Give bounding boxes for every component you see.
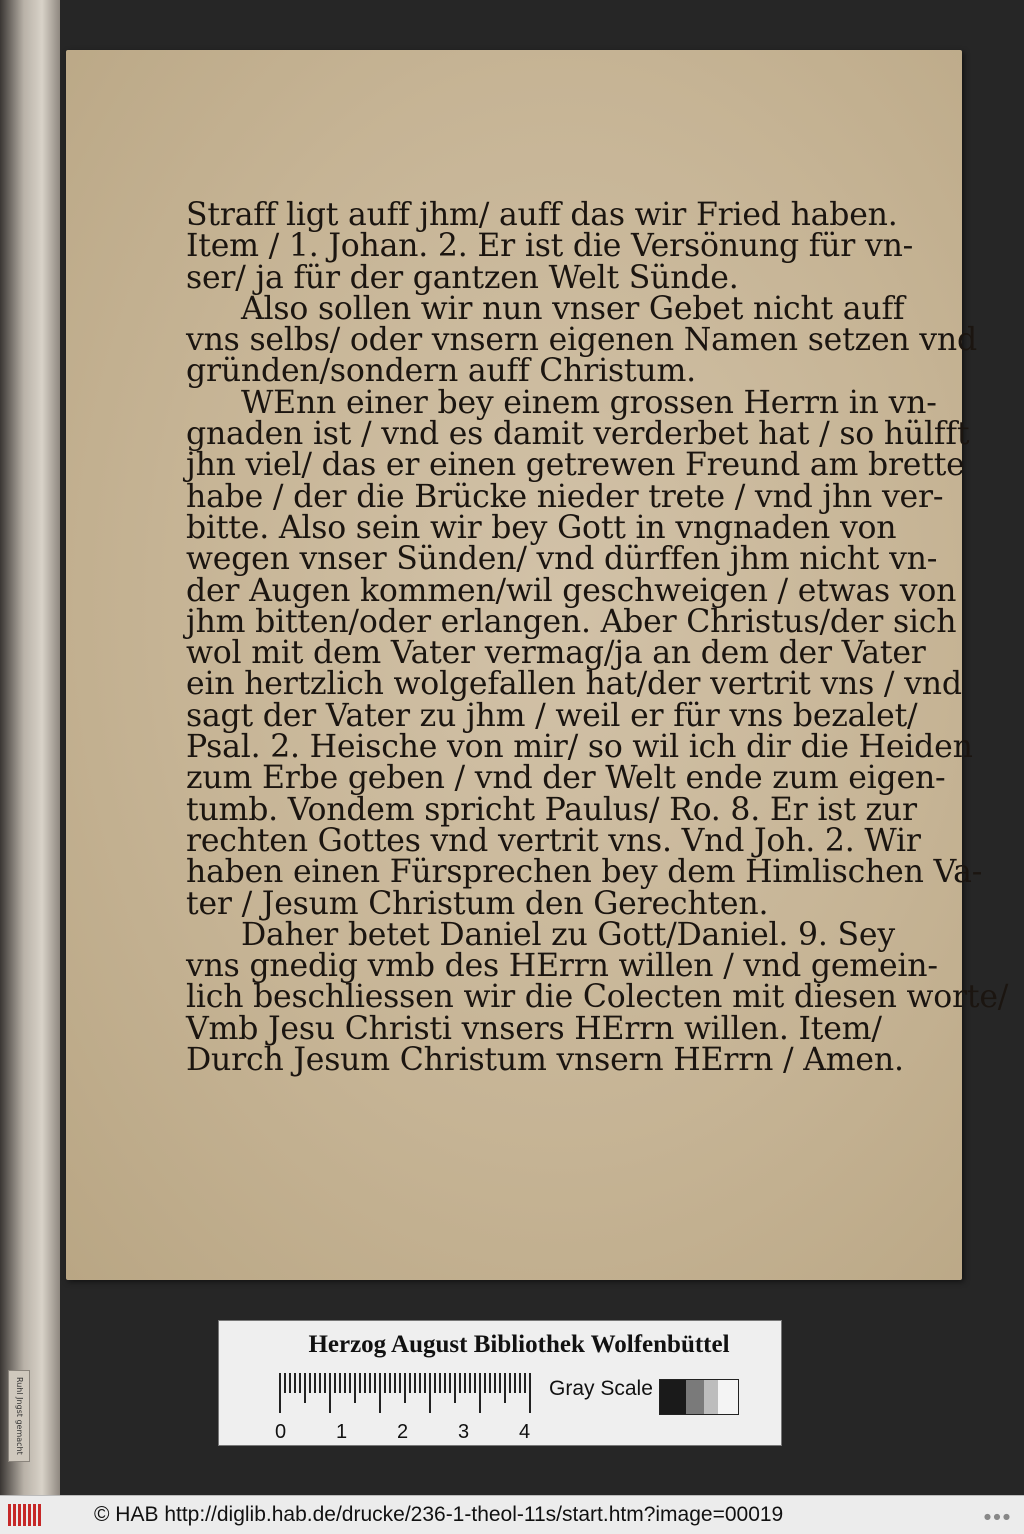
ruler-tick	[484, 1373, 486, 1393]
text-line: Item / 1. Johan. 2. Er ist die Versönung für vn-	[186, 228, 914, 265]
ruler-tick	[384, 1373, 386, 1393]
text-line: Psal. 2. Heische von mir/ so wil ich dir die Heiden	[186, 729, 973, 766]
ruler-tick	[454, 1373, 456, 1403]
text-line: Vmb Jesu Christi vnsers HErrn willen. Item/	[186, 1010, 882, 1047]
page-text	[186, 197, 1009, 1079]
ruler-tick	[329, 1373, 331, 1413]
ruler-tick	[449, 1373, 451, 1393]
gray-swatch	[718, 1380, 738, 1414]
ruler-tick	[419, 1373, 421, 1393]
text-line: WEnn einer bey einem grossen Herrn in vn-	[241, 384, 937, 421]
ruler-tick	[439, 1373, 441, 1393]
color-calibration-bar	[218, 1320, 782, 1446]
hab-logo-icon	[8, 1504, 42, 1526]
spine-label: Ruhl Jngst gemacht	[8, 1370, 30, 1462]
ruler-tick	[404, 1373, 406, 1403]
text-line: vns gnedig vmb des HErrn willen / vnd gemein-	[186, 948, 938, 985]
ruler-tick	[284, 1373, 286, 1393]
ruler-tick	[374, 1373, 376, 1393]
text-line: habe / der die Brücke nieder trete / vnd jhn ver-	[186, 478, 944, 515]
ruler-tick	[369, 1373, 371, 1393]
ruler-tick	[334, 1373, 336, 1393]
text-line: tumb. Vondem spricht Paulus/ Ro. 8. Er ist zur	[186, 791, 917, 828]
ruler-tick	[324, 1373, 326, 1393]
ruler-tick	[364, 1373, 366, 1393]
text-line: vns selbs/ oder vnsern eigenen Namen setzen vnd	[186, 322, 977, 359]
gray-swatch	[704, 1380, 718, 1414]
text-line: sagt der Vater zu jhm / weil er für vns bezalet/	[186, 697, 918, 734]
ruler-tick	[464, 1373, 466, 1393]
text-line: zum Erbe geben / vnd der Welt ende zum eigen-	[186, 760, 946, 797]
text-line: haben einen Fürsprechen bey dem Himlischen Va-	[186, 854, 983, 891]
ruler-tick	[429, 1373, 431, 1413]
ruler-number: 2	[397, 1421, 409, 1443]
text-line: ein hertzlich wolgefallen hat/der vertrit vns / vnd	[186, 666, 962, 703]
ruler-tick	[379, 1373, 381, 1413]
text-line: jhm bitten/oder erlangen. Aber Christus/der sich	[186, 603, 957, 640]
ruler-tick	[414, 1373, 416, 1393]
library-name: Herzog August Bibliothek Wolfenbüttel	[308, 1331, 730, 1358]
ruler-tick	[359, 1373, 361, 1393]
text-line: Straff ligt auff jhm/ auff das wir Fried haben.	[186, 197, 898, 233]
ruler-tick	[339, 1373, 341, 1393]
ruler-tick	[289, 1373, 291, 1393]
ruler-tick	[394, 1373, 396, 1393]
gray-scale-swatches	[659, 1379, 739, 1415]
ruler-tick	[504, 1373, 506, 1403]
ruler-tick	[319, 1373, 321, 1393]
ruler-tick	[299, 1373, 301, 1393]
cm-ruler	[275, 1373, 539, 1443]
text-line: Durch Jesum Christum vnsern HErrn / Amen.	[186, 1042, 904, 1079]
text-line: wol mit dem Vater vermag/ja an dem der Vater	[186, 635, 926, 672]
ruler-tick	[304, 1373, 306, 1403]
ruler-number: 3	[458, 1421, 470, 1443]
ruler-tick	[469, 1373, 471, 1393]
text-line: lich beschliessen wir die Colecten mit diesen worte/	[186, 979, 1009, 1016]
ruler-tick	[434, 1373, 436, 1393]
book-page	[66, 50, 1009, 1280]
ruler-tick	[309, 1373, 311, 1393]
ruler-tick	[294, 1373, 296, 1393]
book-spine	[0, 0, 60, 1495]
text-line: ser/ ja für der gantzen Welt Sünde.	[186, 259, 739, 296]
text-line: wegen vnser Sünden/ vnd dürffen jhm nicht vn-	[186, 541, 938, 578]
ruler-tick	[489, 1373, 491, 1393]
ruler-number: 1	[336, 1421, 348, 1443]
ruler-tick	[314, 1373, 316, 1393]
ruler-tick	[509, 1373, 511, 1393]
text-line: Daher betet Daniel zu Gott/Daniel. 9. Sey	[241, 916, 895, 953]
ruler-tick	[524, 1373, 526, 1393]
text-line: ter / Jesum Christum den Gerechten.	[186, 885, 769, 922]
ruler-tick	[499, 1373, 501, 1393]
text-line: jhn viel/ das er einen getrewen Freund am brette	[186, 447, 965, 484]
text-line: gründen/sondern auff Christum.	[186, 353, 696, 390]
ruler-tick	[529, 1373, 531, 1413]
ruler-tick	[349, 1373, 351, 1393]
ruler-tick	[409, 1373, 411, 1393]
ruler-tick	[474, 1373, 476, 1393]
ruler-tick	[444, 1373, 446, 1393]
ruler-tick	[389, 1373, 391, 1393]
ruler-tick	[514, 1373, 516, 1393]
ruler-tick	[479, 1373, 481, 1413]
ruler-tick	[279, 1373, 281, 1413]
gray-swatch	[686, 1380, 704, 1414]
text-line: Also sollen wir nun vnser Gebet nicht auff	[241, 290, 905, 327]
ruler-tick	[424, 1373, 426, 1393]
gray-swatch	[660, 1380, 686, 1414]
ruler-number: 0	[275, 1421, 287, 1443]
ruler-tick	[399, 1373, 401, 1393]
footer-source-link[interactable]: © HAB http://diglib.hab.de/drucke/236-1-theol-11s/start.htm?image=00019	[94, 1503, 784, 1526]
more-dots-icon: ● ● ●	[983, 1512, 1010, 1521]
viewer-footer	[0, 1495, 1024, 1534]
text-line: der Augen kommen/wil geschweigen / etwas von	[186, 572, 957, 609]
ruler-tick	[494, 1373, 496, 1393]
text-line: gnaden ist / vnd es damit verderbet hat / so hülfft	[186, 416, 970, 453]
ruler-tick	[354, 1373, 356, 1403]
ruler-tick	[459, 1373, 461, 1393]
text-line: bitte. Also sein wir bey Gott in vngnaden von	[186, 509, 897, 546]
ruler-tick	[519, 1373, 521, 1393]
gray-scale-label: Gray Scale	[549, 1377, 653, 1400]
ruler-number: 4	[519, 1421, 531, 1443]
text-line: rechten Gottes vnd vertrit vns. Vnd Joh. 2. Wir	[186, 822, 921, 859]
ruler-tick	[344, 1373, 346, 1393]
